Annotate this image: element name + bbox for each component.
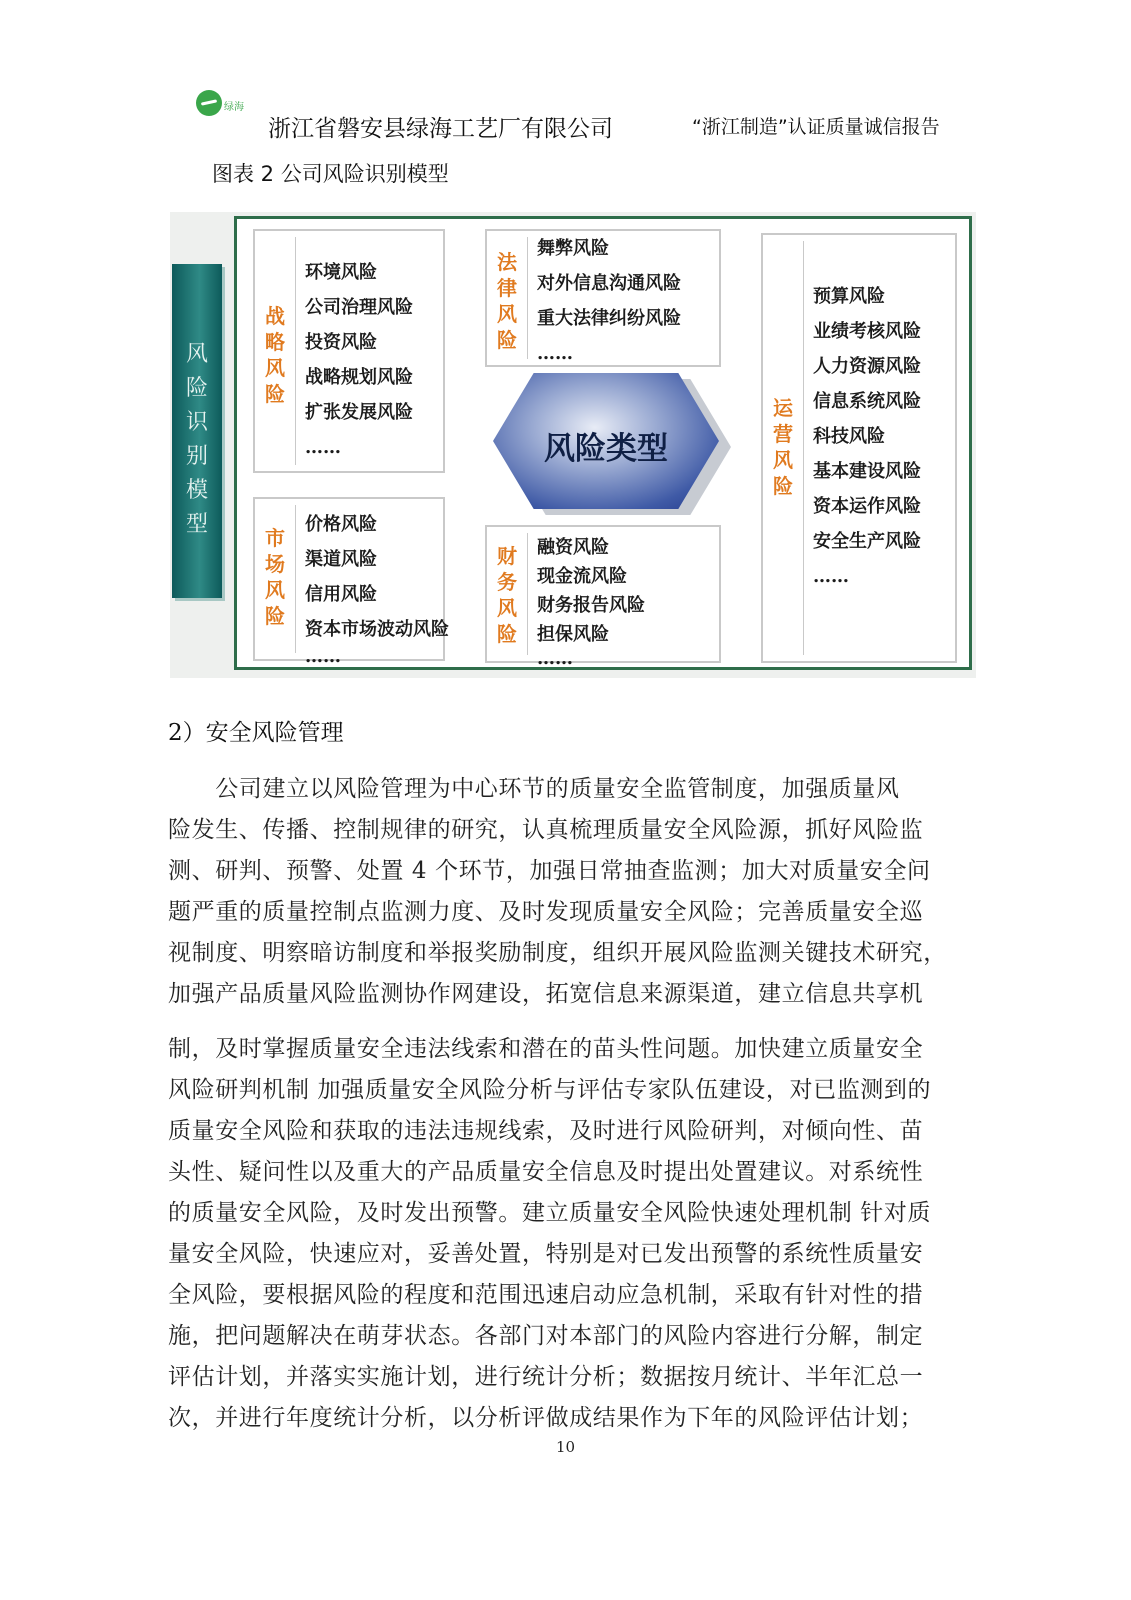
- paragraph-line: 公司建立以风险管理为中心环节的质量安全监管制度，加强质量风: [168, 776, 900, 802]
- risk-item: 财务报告风险: [537, 595, 645, 616]
- risk-item: 科技风险: [813, 426, 885, 447]
- paragraph-line: 制，及时掌握质量安全违法线索和潜在的苗头性问题。加快建立质量安全: [168, 1036, 924, 1062]
- risk-item: 资本运作风险: [813, 496, 921, 517]
- center-label: 风险类型: [544, 431, 668, 467]
- paragraph-line: 视制度、明察暗访制度和举报奖励制度，组织开展风险监测关键技术研究，: [168, 940, 947, 966]
- risk-item: 基本建设风险: [813, 461, 921, 482]
- company-logo: [196, 90, 256, 118]
- risk-item: ……: [537, 343, 573, 364]
- paragraph-line: 次，并进行年度统计分析，以分析评做成结果作为下年的风险评估计划；: [168, 1405, 924, 1431]
- category-label-operation: 运 营 风 险: [773, 396, 793, 498]
- risk-item: 担保风险: [537, 624, 609, 645]
- risk-item: 公司治理风险: [305, 297, 413, 318]
- category-box-finance: [485, 525, 721, 669]
- diagram-side-title: 风 险 识 别 模 型: [185, 342, 208, 537]
- paragraph-line: 全风险，要根据风险的程度和范围迅速启动应急机制，采取有针对性的措: [168, 1282, 924, 1308]
- divider: [527, 237, 528, 359]
- risk-item: 信用风险: [305, 584, 377, 605]
- paragraph-line: 题严重的质量控制点监测力度、及时发现质量安全风险；完善质量安全巡: [168, 899, 924, 925]
- page-number: 10: [555, 1438, 576, 1456]
- risk-item: 预算风险: [813, 286, 885, 307]
- risk-item: 舞弊风险: [537, 238, 609, 259]
- diagram-side-bar: [172, 264, 222, 598]
- risk-item: 投资风险: [305, 332, 377, 353]
- risk-item: ……: [305, 646, 341, 667]
- logo-mark-icon: [196, 90, 222, 116]
- risk-identification-diagram: [170, 212, 976, 678]
- risk-item: 资本市场波动风险: [305, 619, 449, 640]
- paragraph-line: 质量安全风险和获取的违法违规线索，及时进行风险研判，对倾向性、苗: [168, 1118, 924, 1144]
- paragraph-line: 评估计划，并落实实施计划，进行统计分析；数据按月统计、半年汇总一: [168, 1364, 924, 1390]
- category-label-market: 市 场 风 险: [265, 526, 285, 628]
- category-items-operation: [813, 279, 921, 594]
- category-box-operation: [761, 233, 957, 663]
- divider: [295, 505, 296, 653]
- divider: [803, 241, 804, 655]
- paragraph-line: 风险研判机制 加强质量安全风险分析与评估专家队伍建设，对已监测到的: [168, 1077, 932, 1103]
- paragraph-line: 的质量安全风险，及时发出预警。建立质量安全风险快速处理机制 针对质: [168, 1200, 932, 1226]
- risk-item: 重大法律纠纷风险: [537, 308, 681, 329]
- risk-item: 渠道风险: [305, 549, 377, 570]
- paragraph-line: 险发生、传播、控制规律的研究，认真梳理质量安全风险源，抓好风险监: [168, 817, 924, 843]
- paragraph-line: 测、研判、预警、处置 4 个环节，加强日常抽查监测；加大对质量安全问: [168, 858, 931, 884]
- paragraph-line: 加强产品质量风险监测协作网建设，拓宽信息来源渠道，建立信息共享机: [168, 981, 924, 1007]
- risk-item: 扩张发展风险: [305, 402, 413, 423]
- header-company-name: 浙江省磐安县绿海工艺厂有限公司: [268, 116, 613, 142]
- category-items-market: [305, 507, 449, 667]
- paragraph-line: 量安全风险，快速应对，妥善处置，特别是对已发出预警的系统性质量安: [168, 1241, 924, 1267]
- section-heading: 2）安全风险管理: [168, 720, 344, 746]
- diagram-frame: [234, 216, 972, 670]
- category-box-legal: [485, 229, 721, 367]
- risk-item: 信息系统风险: [813, 391, 921, 412]
- category-label-strategy: 战 略 风 险: [265, 304, 285, 406]
- category-items-strategy: [305, 255, 413, 465]
- risk-item: ……: [813, 566, 849, 587]
- category-items-finance: [537, 533, 645, 669]
- risk-item: ……: [537, 648, 573, 669]
- risk-item: 人力资源风险: [813, 356, 921, 377]
- category-items-legal: [537, 231, 681, 371]
- risk-item: 现金流风险: [537, 566, 627, 587]
- risk-item: 战略规划风险: [305, 367, 413, 388]
- risk-item: 业绩考核风险: [813, 321, 921, 342]
- divider: [527, 533, 528, 655]
- risk-item: 价格风险: [305, 514, 377, 535]
- risk-item: 对外信息沟通风险: [537, 273, 681, 294]
- figure-caption: 图表 2 公司风险识别模型: [212, 162, 449, 186]
- paragraph-line: 头性、疑问性以及重大的产品质量安全信息及时提出处置建议。对系统性: [168, 1159, 924, 1185]
- category-box-market: [253, 497, 449, 667]
- logo-text: 绿海: [224, 102, 244, 113]
- category-label-legal: 法 律 风 险: [497, 250, 517, 352]
- risk-item: 安全生产风险: [813, 531, 921, 552]
- risk-item: 环境风险: [305, 262, 377, 283]
- category-box-strategy: [253, 229, 445, 473]
- risk-item: 融资风险: [537, 537, 609, 558]
- divider: [295, 237, 296, 465]
- risk-item: ……: [305, 437, 341, 458]
- header-report-title: “浙江制造”认证质量诚信报告: [692, 116, 940, 138]
- category-label-finance: 财 务 风 险: [497, 544, 517, 646]
- paragraph-line: 施，把问题解决在萌芽状态。各部门对本部门的风险内容进行分解，制定: [168, 1323, 924, 1349]
